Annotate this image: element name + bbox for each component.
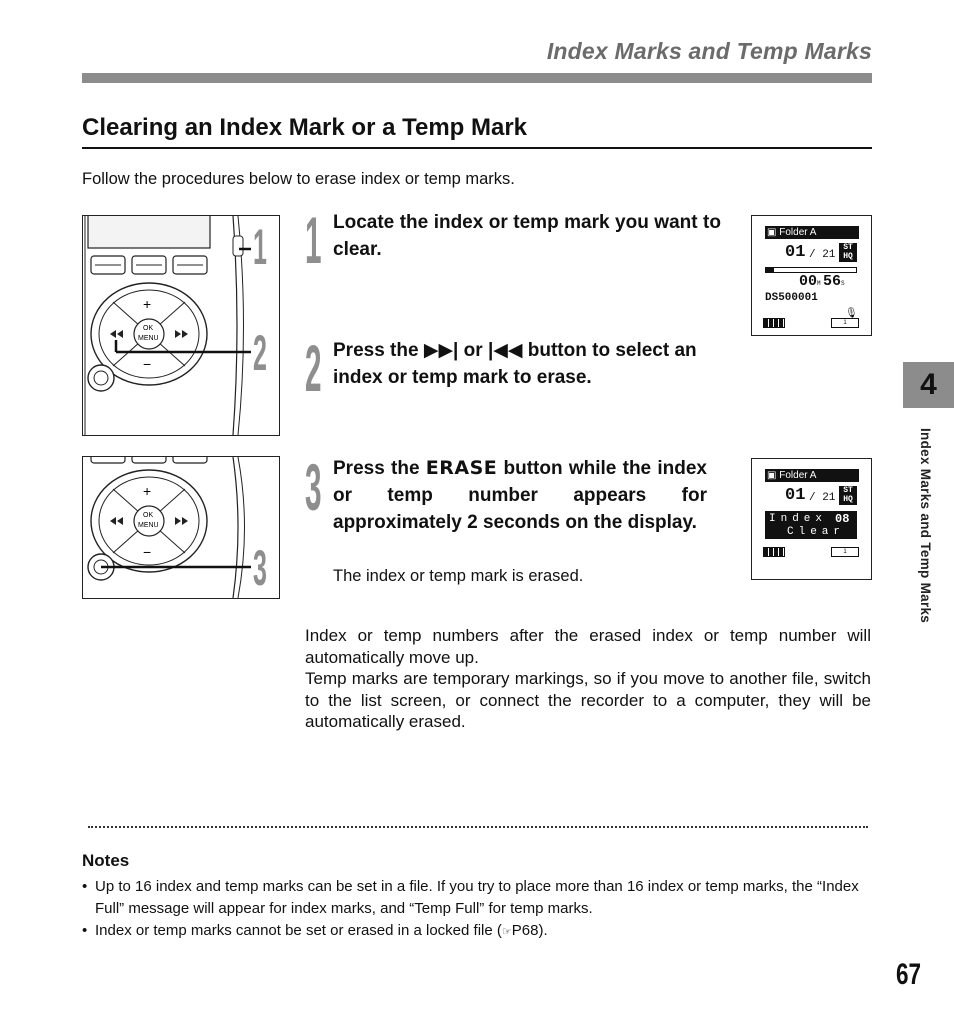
step-3-number: 3: [305, 450, 322, 524]
reference-icon: ☞: [501, 926, 512, 938]
lcd-display-2: ▣ Folder A 01 / 21 ST HQ Index 08 Clear 1: [751, 458, 872, 580]
step-3-text: Press the ERASE button while the index or temp number appears for approximately 2 seconds on the display.: [333, 457, 707, 533]
chapter-tab[interactable]: 4: [903, 362, 954, 408]
notes-title: Notes: [82, 851, 130, 870]
battery-icon: [763, 547, 785, 557]
device-illustration-top: [82, 215, 280, 436]
svg-text:+: +: [143, 483, 152, 499]
svg-text:OK: OK: [143, 512, 154, 519]
recorder-drawing-erase: [83, 457, 279, 598]
lcd1-quality-badge: ST HQ: [839, 243, 857, 262]
body-paragraph-2: Temp marks are temporary markings, so if you move to another file, switch to the list screen, or connect the recorder to a computer, they will be automatically erased.: [305, 669, 871, 731]
section-rule: [82, 147, 872, 149]
svg-text:MENU: MENU: [138, 522, 159, 529]
reference-link[interactable]: P68: [511, 922, 539, 939]
step-3-result: The index or temp mark is erased.: [333, 567, 584, 585]
device-illustration-bottom: [82, 456, 280, 599]
lcd1-file-num: 01: [785, 243, 806, 262]
lcd-display-1: ▣ Folder A 01 / 21 ST HQ 00 M 56 S DS500001 🎙 1: [751, 215, 872, 336]
lcd1-folder: ▣ Folder A: [765, 226, 859, 239]
volume-box: 1: [831, 318, 859, 328]
section-title: Clearing an Index Mark or a Temp Mark: [82, 114, 528, 141]
header-bar: [82, 73, 872, 83]
note-item-1: • Up to 16 index and temp marks can be set in a file. If you try to place more than 16 index or temp marks, the “Index Full” message will appear for index marks, and “Temp Full” for temp marks.: [82, 878, 859, 917]
callout-2: 2: [253, 325, 267, 381]
notes-divider: [88, 826, 868, 828]
menu-label: MENU: [138, 335, 159, 342]
step-2-text: Press the ▶▶| or |◀◀ button to select an index or temp mark to erase.: [333, 340, 697, 388]
lcd1-file-name: DS500001: [765, 292, 818, 304]
folder-icon: ▣: [767, 470, 777, 481]
lcd2-folder: ▣ Folder A: [765, 469, 859, 482]
recorder-drawing: [83, 216, 279, 435]
body-paragraph-1: Index or temp numbers after the erased index or temp number will automatically move up.: [305, 626, 871, 667]
callout-1: 1: [253, 219, 267, 275]
note-item-2: • Index or temp marks cannot be set or erased in a locked file (☞P68).: [82, 922, 548, 939]
lcd2-quality-badge: ST HQ: [839, 486, 857, 505]
page-number: 67: [896, 958, 922, 991]
svg-text:−: −: [143, 356, 152, 372]
folder-icon: ▣: [767, 227, 777, 238]
svg-text:−: −: [143, 544, 152, 560]
step-1-number: 1: [305, 203, 322, 277]
erase-keyword: ERASE: [425, 457, 498, 479]
running-header-title: Index Marks and Temp Marks: [546, 38, 872, 64]
svg-text:+: +: [143, 296, 152, 312]
chapter-tab-label: Index Marks and Temp Marks: [918, 428, 933, 624]
rewind-icon: |◀◀: [487, 340, 523, 361]
callout-3: 3: [253, 540, 267, 596]
fast-forward-icon: ▶▶|: [423, 340, 459, 361]
step-2-number: 2: [305, 331, 322, 405]
volume-box: 1: [831, 547, 859, 557]
battery-icon: [763, 318, 785, 328]
step-1-text: Locate the index or temp mark you want to clear.: [333, 212, 721, 260]
lcd2-message-box: Index 08 Clear: [765, 511, 857, 539]
mic-icon: 🎙: [845, 308, 858, 319]
lcd1-file-total: / 21: [809, 249, 836, 261]
intro-text: Follow the procedures below to erase index or temp marks.: [82, 170, 515, 188]
ok-label: OK: [143, 325, 154, 332]
